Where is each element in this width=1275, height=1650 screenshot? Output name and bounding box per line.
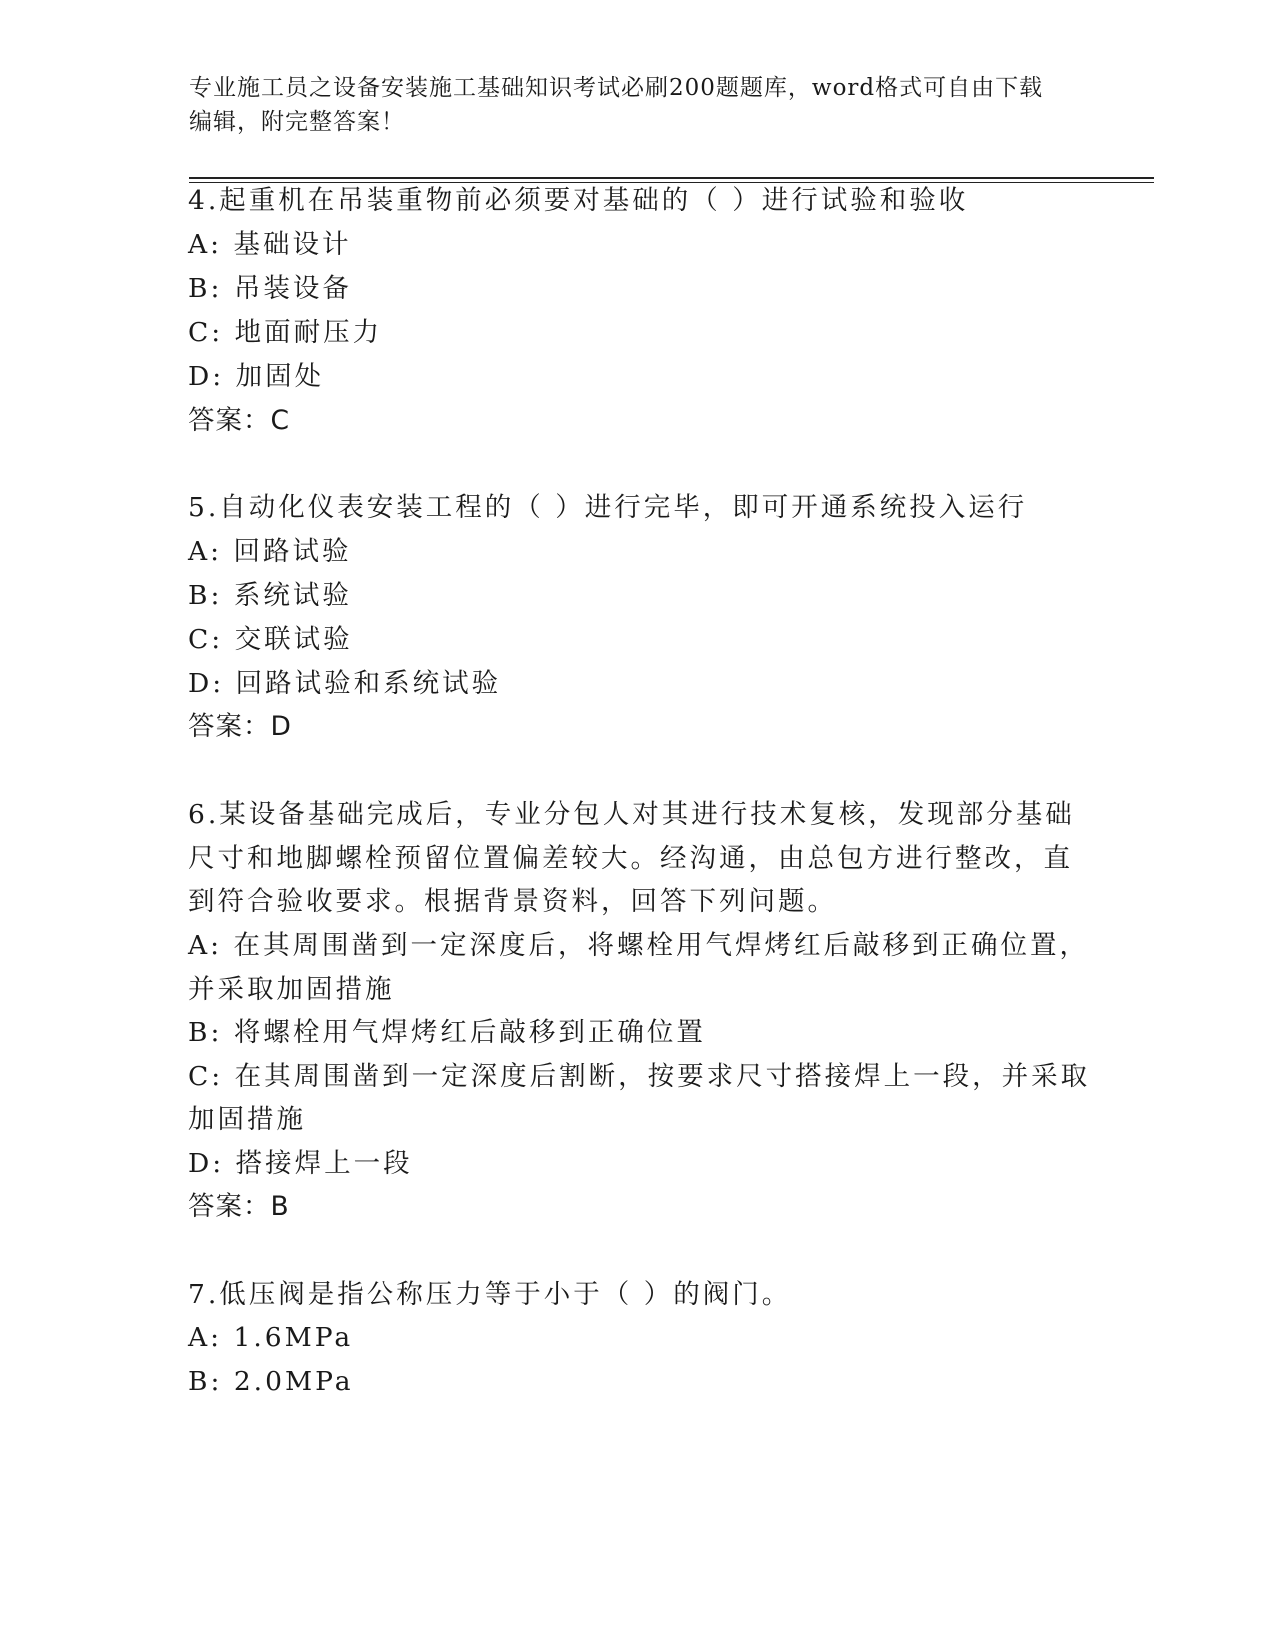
question-6-option-d: D: 搭接焊上一段 xyxy=(188,1148,413,1179)
question-5-option-a: A: 回路试验 xyxy=(188,536,352,567)
question-4-answer: 答案：C xyxy=(188,405,291,436)
question-7-stem: 7.低压阀是指公称压力等于小于（ ）的阀门。 xyxy=(188,1279,792,1310)
question-4-option-b: B: 吊装设备 xyxy=(188,273,352,304)
question-5-option-c: C: 交联试验 xyxy=(188,624,353,655)
question-5-stem: 5.自动化仪表安装工程的（ ）进行完毕，即可开通系统投入运行 xyxy=(188,492,1028,523)
question-4-option-a: A: 基础设计 xyxy=(188,229,352,260)
question-6-option-a-line-1: A: 在其周围凿到一定深度后，将螺栓用气焊烤红后敲移到正确位置， xyxy=(188,930,1089,961)
question-6-stem-line-2: 尺寸和地脚螺栓预留位置偏差较大。经沟通，由总包方进行整改，直 xyxy=(188,843,1073,874)
question-4-option-d: D: 加固处 xyxy=(188,361,325,392)
header-line-1: 专业施工员之设备安装施工基础知识考试必刷200题题库，word格式可自由下载 xyxy=(189,75,1044,101)
question-4-stem: 4.起重机在吊装重物前必须要对基础的（ ）进行试验和验收 xyxy=(188,185,969,216)
question-5-option-d: D: 回路试验和系统试验 xyxy=(188,668,502,699)
question-6-stem-line-1: 6.某设备基础完成后，专业分包人对其进行技术复核，发现部分基础 xyxy=(188,799,1075,830)
question-6-answer: 答案：B xyxy=(188,1191,290,1222)
question-4-option-c: C: 地面耐压力 xyxy=(188,317,383,348)
document-header xyxy=(189,71,1089,139)
question-6-option-c-line-2: 加固措施 xyxy=(188,1104,306,1135)
question-6-option-b: B: 将螺栓用气焊烤红后敲移到正确位置 xyxy=(188,1017,706,1048)
question-6-stem-line-3: 到符合验收要求。根据背景资料，回答下列问题。 xyxy=(188,886,837,917)
question-6-option-a-line-2: 并采取加固措施 xyxy=(188,974,395,1005)
question-5-option-b: B: 系统试验 xyxy=(188,580,352,611)
question-7-option-a: A: 1.6MPa xyxy=(188,1322,354,1353)
header-line-2: 编辑，附完整答案！ xyxy=(189,109,405,135)
question-5-answer: 答案：D xyxy=(188,711,292,742)
question-7-option-b: B: 2.0MPa xyxy=(188,1366,354,1397)
question-6-option-c-line-1: C: 在其周围凿到一定深度后割断，按要求尺寸搭接焊上一段，并采取 xyxy=(188,1061,1091,1092)
